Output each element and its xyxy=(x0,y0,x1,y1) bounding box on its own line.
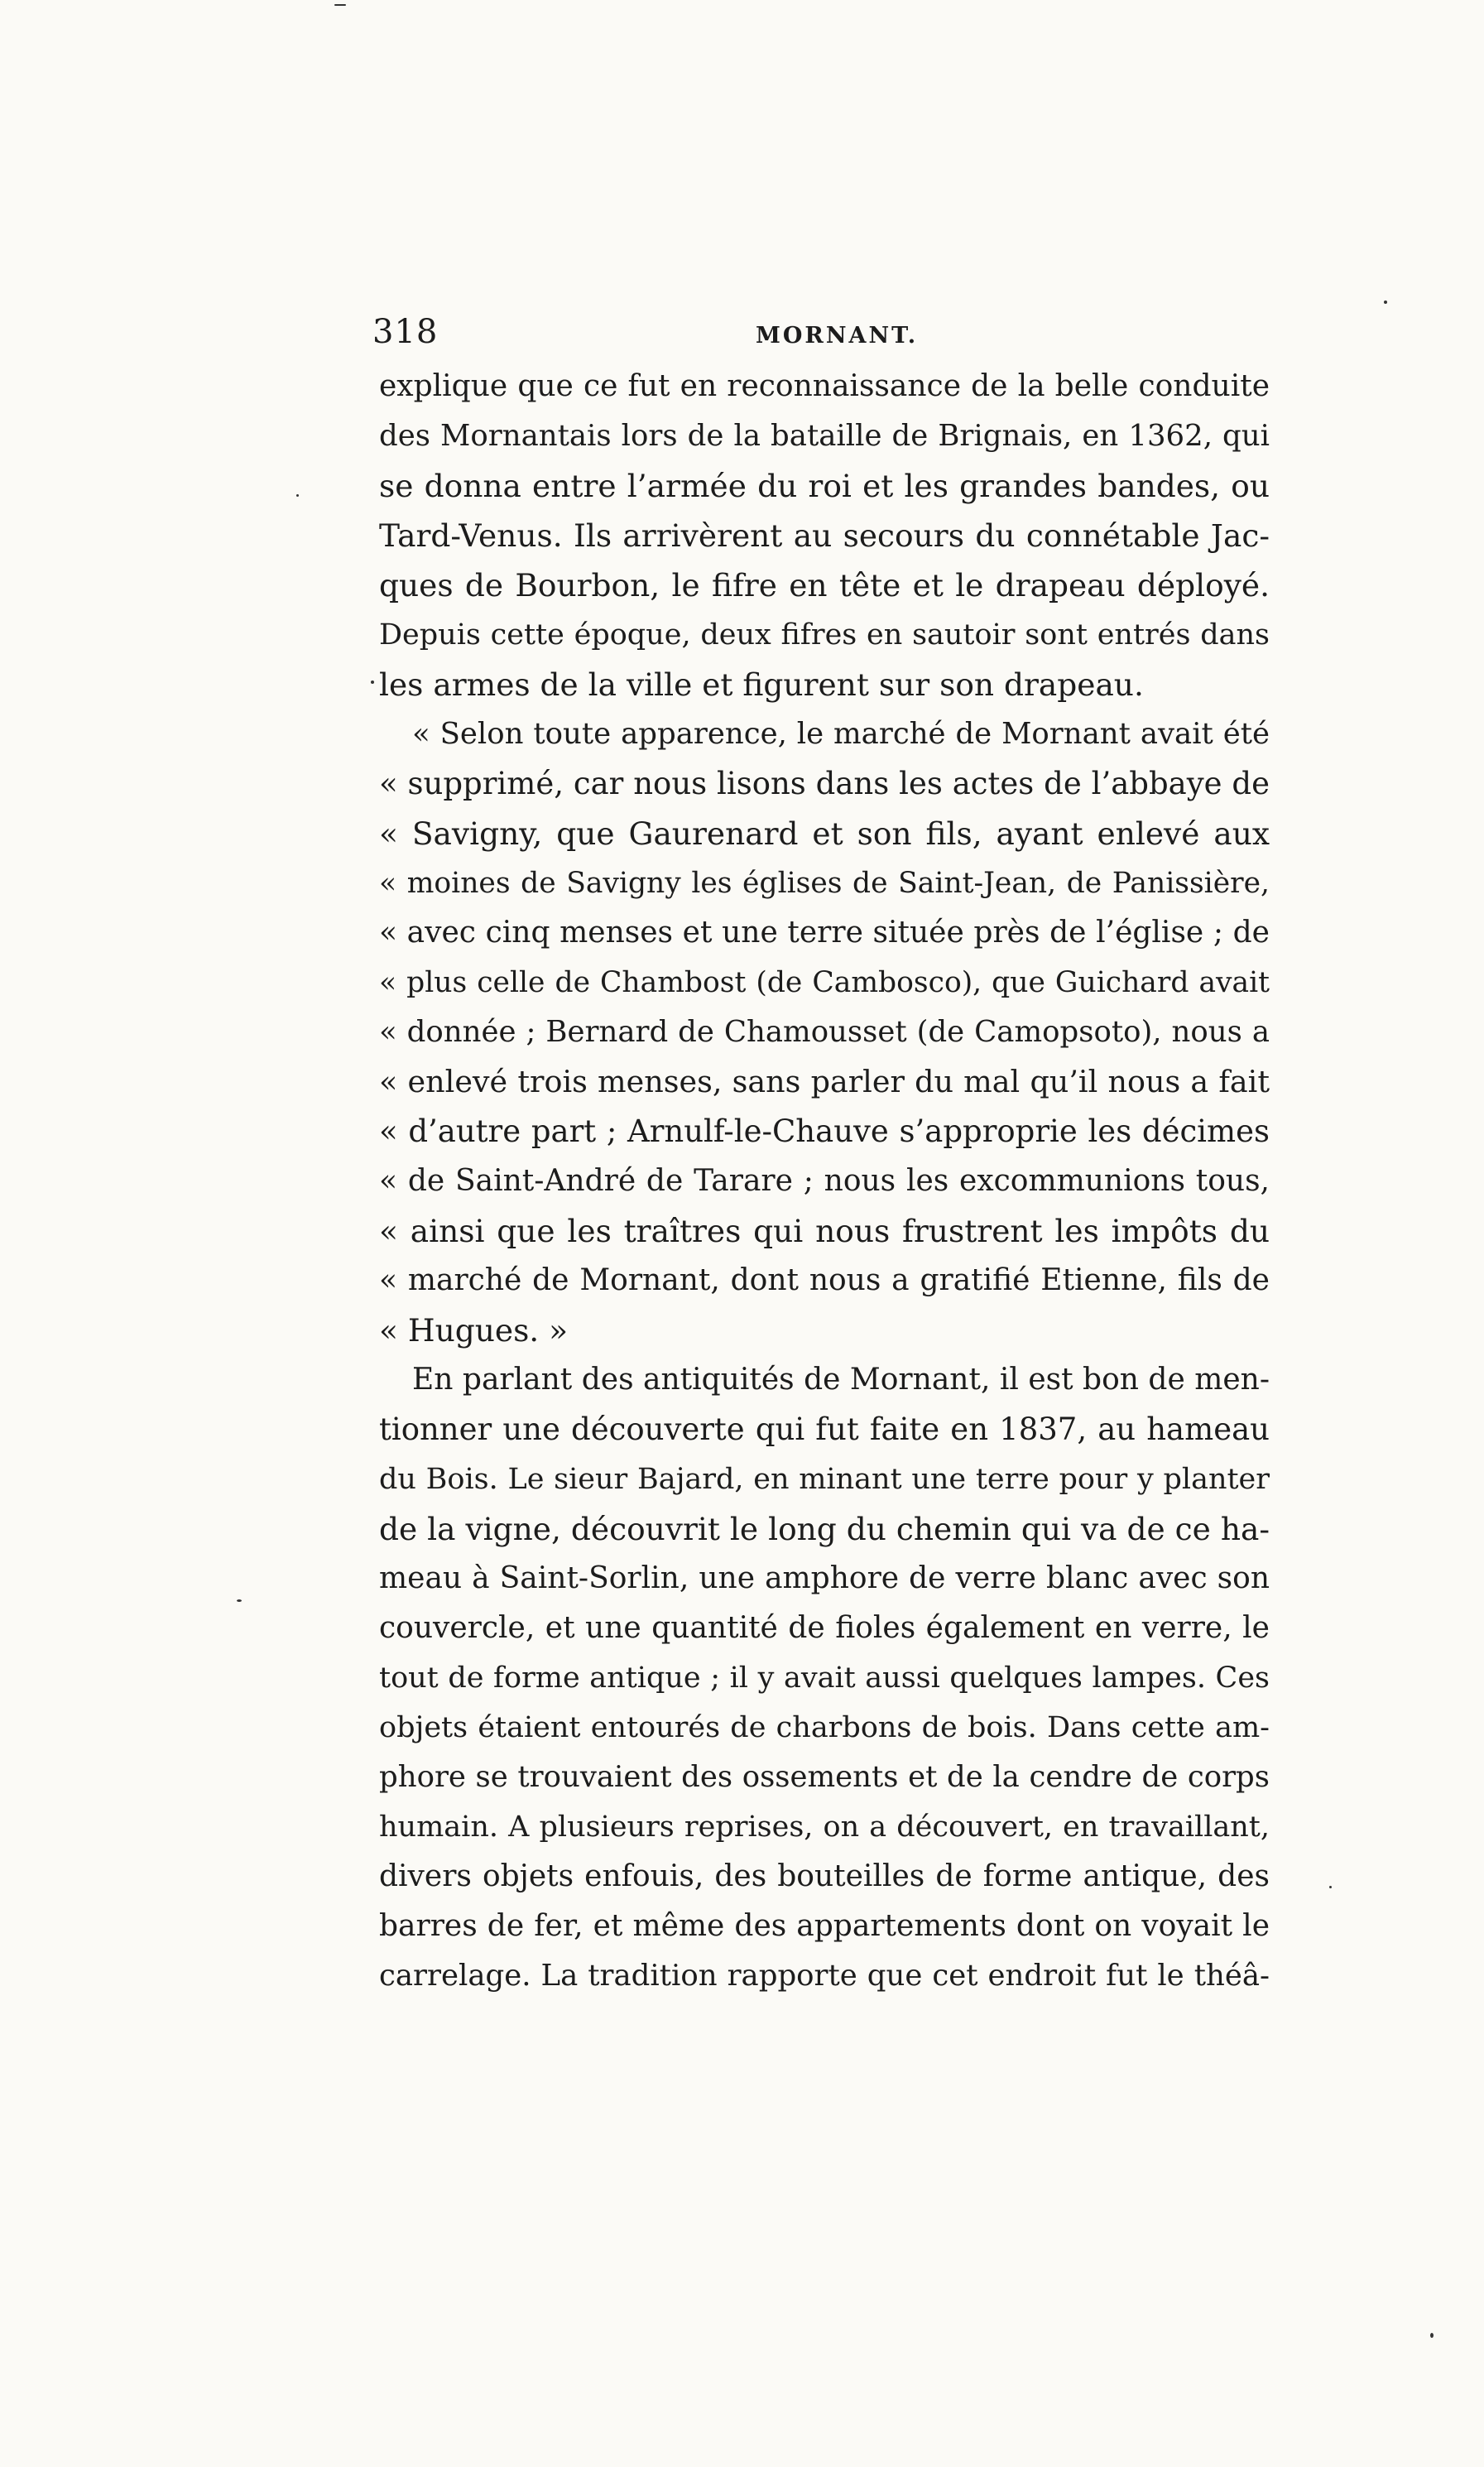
text-line: se donna entre l’armée du roi et les grandes bandes, ou xyxy=(379,468,1270,504)
text-line: ques de Bourbon, le fifre en tête et le drapeau déployé. xyxy=(379,567,1270,604)
scan-speck xyxy=(1329,1886,1332,1888)
quote-line: « marché de Mornant, dont nous a gratifié Etienne, fils de xyxy=(379,1263,1270,1297)
text-line: tout de forme antique ; il y avait aussi quelques lampes. Ces xyxy=(379,1661,1270,1695)
quote-line: « moines de Savigny les églises de Saint-Jean, de Panissière, xyxy=(379,867,1270,900)
text-line: Depuis cette époque, deux fifres en sautoir sont entrés dans xyxy=(379,618,1270,652)
text-line: couvercle, et une quantité de fioles également en verre, le xyxy=(379,1611,1270,1645)
text-line: explique que ce fut en reconnaissance de la belle conduite xyxy=(379,369,1270,403)
quote-line: « Savigny, que Gaurenard et son fils, ayant enlevé aux xyxy=(379,815,1270,852)
quote-line: « ainsi que les traîtres qui nous frustrent les impôts du xyxy=(379,1213,1270,1249)
text-line: meau à Saint-Sorlin, une amphore de verre blanc avec son xyxy=(379,1561,1270,1595)
body-text xyxy=(379,362,1270,2001)
quote-line: « enlevé trois menses, sans parler du mal qu’il nous a fait xyxy=(379,1064,1270,1099)
scan-speck xyxy=(371,680,374,684)
text-line: tionner une découverte qui fut faite en 1837, au hameau xyxy=(379,1411,1270,1447)
text-line: de la vigne, découvrit le long du chemin qui va de ce ha- xyxy=(379,1511,1270,1547)
scan-speck xyxy=(296,494,299,497)
scan-speck xyxy=(334,4,346,6)
quote-line: « donnée ; Bernard de Chamousset (de Camopsoto), nous a xyxy=(379,1015,1270,1049)
quote-line: « Selon toute apparence, le marché de Mornant avait été xyxy=(412,717,1270,751)
scan-speck xyxy=(1430,2333,1434,2338)
text-line: barres de fer, et même des appartements dont on voyait le xyxy=(379,1909,1270,1943)
text-line: humain. A plusieurs reprises, on a découvert, en travaillant, xyxy=(379,1811,1270,1844)
page-number: 318 xyxy=(372,313,439,351)
text-line: carrelage. La tradition rapporte que cet endroit fut le théâ- xyxy=(379,1959,1270,1993)
text-line: objets étaient entourés de charbons de bois. Dans cette am- xyxy=(379,1711,1270,1744)
quote-line: « avec cinq menses et une terre située près de l’église ; de xyxy=(379,916,1270,950)
running-title: MORNANT. xyxy=(756,323,919,349)
text-line: des Mornantais lors de la bataille de Brignais, en 1362, qui xyxy=(379,419,1270,453)
quote-line: « supprimé, car nous lisons dans les actes de l’abbaye de xyxy=(379,766,1270,801)
quote-line: « Hugues. » xyxy=(379,1312,569,1349)
text-line: Tard-Venus. Ils arrivèrent au secours du connétable Jac- xyxy=(379,517,1270,554)
page-header xyxy=(372,313,1275,363)
quote-line: « d’autre part ; Arnulf-le-Chauve s’approprie les décimes xyxy=(379,1113,1270,1149)
quote-line: « plus celle de Chambost (de Cambosco), que Guichard avait xyxy=(379,966,1270,999)
text-line: les armes de la ville et figurent sur son drapeau. xyxy=(379,666,1144,703)
scan-speck xyxy=(237,1599,242,1602)
text-line: phore se trouvaient des ossements et de la cendre de corps xyxy=(379,1760,1270,1794)
text-line: divers objets enfouis, des bouteilles de forme antique, des xyxy=(379,1859,1270,1893)
scan-speck xyxy=(1384,301,1387,304)
text-line: En parlant des antiquités de Mornant, il est bon de men- xyxy=(412,1363,1270,1397)
text-line: du Bois. Le sieur Bajard, en minant une terre pour y planter xyxy=(379,1463,1270,1496)
quote-line: « de Saint-André de Tarare ; nous les excommunions tous, xyxy=(379,1164,1270,1198)
